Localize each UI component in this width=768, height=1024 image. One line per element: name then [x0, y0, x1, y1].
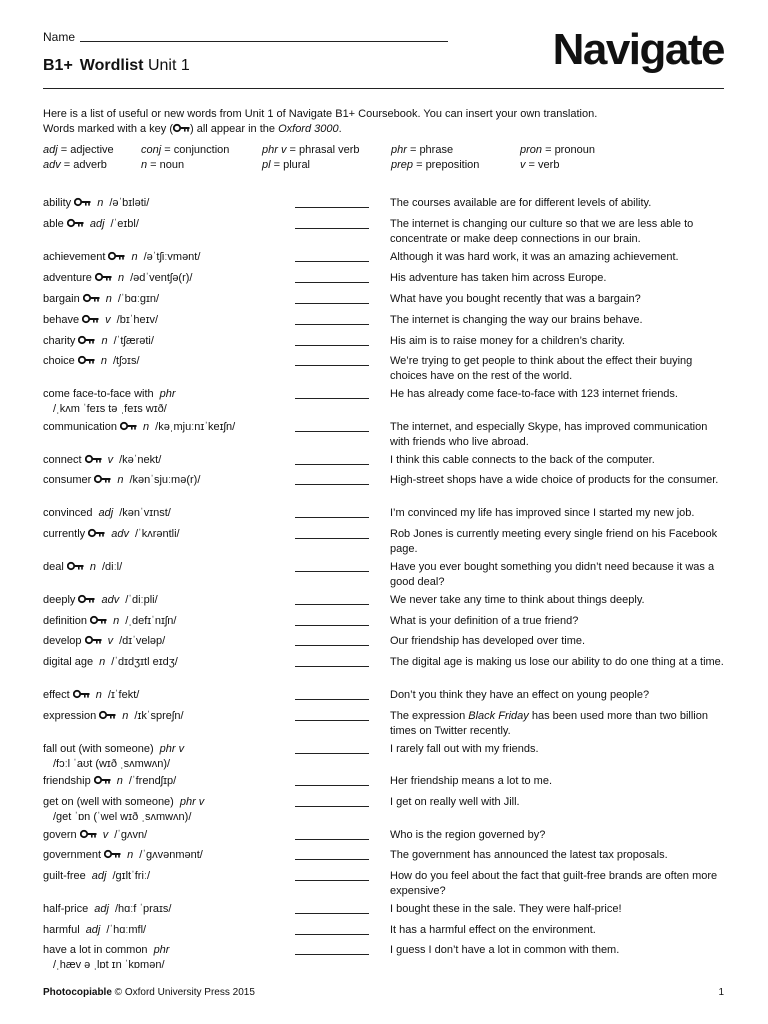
part-of-speech: n: [127, 849, 134, 861]
example-sentence: [390, 709, 724, 739]
pronunciation: /ˈbɑːɡɪn/: [117, 293, 160, 305]
page-number: 1: [718, 987, 724, 998]
translation-blank[interactable]: [295, 365, 369, 366]
part-of-speech: n: [122, 710, 129, 722]
example-sentence: The courses available are for different levels of ability.: [390, 197, 652, 209]
part-of-speech: n: [100, 355, 107, 367]
intro-text: [43, 107, 723, 137]
key-icon: [108, 251, 125, 261]
headword: convinced: [43, 507, 93, 519]
part-of-speech: adj: [85, 924, 101, 936]
pronunciation: /ˈtʃærəti/: [113, 335, 154, 347]
key-icon: [67, 218, 84, 228]
level-label: B1+: [43, 57, 73, 74]
abbreviation-row: [43, 143, 723, 158]
example-sentence: The internet, and especially Skype, has improved communication with friends who live abroad.: [390, 421, 708, 448]
headword-cell: [43, 420, 288, 435]
headword-cell: [43, 902, 288, 917]
headword: get on (well with someone): [43, 796, 174, 808]
example-sentence: Although it was hard work, it was an amazing achievement.: [390, 251, 679, 263]
pronunciation: /kənˈsjuːmə(r)/: [129, 474, 201, 486]
pronunciation: /ɡɪltˈfriː/: [112, 870, 151, 882]
headword-cell: [43, 313, 288, 328]
translation-blank[interactable]: [295, 517, 369, 518]
translation-blank[interactable]: [295, 324, 369, 325]
example-sentence: Have you ever bought something you didn’t need because it was a good deal?: [390, 561, 715, 588]
abbreviation-item: [391, 143, 453, 158]
headword: charity: [43, 335, 76, 347]
pronunciation: /dɪˈveləp/: [119, 635, 166, 647]
pronunciation: /ˌkʌm ˈfeɪs tə ˌfeɪs wɪð/: [53, 403, 167, 415]
key-icon: [74, 197, 91, 207]
headword-cell: [43, 795, 288, 825]
part-of-speech: adj: [91, 870, 107, 882]
headword-cell: [43, 217, 288, 232]
abbreviation-code: conj: [141, 144, 162, 156]
headword: effect: [43, 689, 70, 701]
abbreviation-item: [520, 143, 595, 158]
headword-cell: [43, 655, 288, 670]
part-of-speech: v: [107, 635, 114, 647]
part-of-speech: adj: [89, 218, 105, 230]
headword: digital age: [43, 656, 94, 668]
headword: connect: [43, 454, 82, 466]
translation-blank[interactable]: [295, 484, 369, 485]
headword: have a lot in common: [43, 944, 148, 956]
translation-blank[interactable]: [295, 720, 369, 721]
abbreviation-code: n: [141, 159, 148, 171]
pronunciation: /ˈhɑːmfl/: [106, 924, 147, 936]
headword: develop: [43, 635, 82, 647]
abbreviation-item: [262, 158, 310, 173]
example-sentence: Who is the region governed by?: [390, 829, 546, 841]
headword-cell: [43, 828, 288, 843]
part-of-speech: n: [99, 656, 106, 668]
translation-blank[interactable]: [295, 398, 369, 399]
headword: achievement: [43, 251, 106, 263]
headword: behave: [43, 314, 80, 326]
headword-cell: [43, 196, 288, 211]
part-of-speech: n: [131, 251, 138, 263]
key-icon: [95, 272, 112, 282]
headword-cell: [43, 560, 288, 575]
part-of-speech: n: [95, 689, 102, 701]
example-sentence: I rarely fall out with my friends.: [390, 743, 539, 755]
part-of-speech: phr v: [179, 796, 205, 808]
headword-cell: [43, 506, 288, 521]
translation-blank[interactable]: [295, 880, 369, 881]
example-sentence: I get on really well with Jill.: [390, 796, 520, 808]
example-sentence: Her friendship means a lot to me.: [390, 775, 553, 787]
key-icon: [104, 849, 121, 859]
abbreviation-meaning: = plural: [270, 159, 311, 171]
abbreviation-code: phr v: [262, 144, 287, 156]
abbreviation-meaning: = conjunction: [161, 144, 230, 156]
abbreviation-meaning: = noun: [147, 159, 185, 171]
headword-cell: [43, 292, 288, 307]
wordlist-label: Wordlist: [79, 57, 144, 74]
pronunciation: /ˈkʌrəntli/: [135, 528, 180, 540]
key-icon: [120, 421, 137, 431]
translation-blank[interactable]: [295, 538, 369, 539]
translation-blank[interactable]: [295, 228, 369, 229]
headword: deeply: [43, 594, 76, 606]
headword-cell: [43, 250, 288, 265]
name-field-line[interactable]: [80, 41, 448, 42]
example-sentence: How do you feel about the fact that guilt-free brands are often more expensive?: [390, 870, 718, 897]
pronunciation: /fɔːl ˈaʊt (wɪð ˌsʌmwʌn)/: [53, 758, 171, 770]
example-sentence: Rob Jones is currently meeting every single friend on his Facebook page.: [390, 528, 718, 555]
headword: adventure: [43, 272, 92, 284]
part-of-speech: v: [102, 829, 109, 841]
pronunciation: /ˌdefɪˈnɪʃn/: [125, 615, 177, 627]
headword-cell: [43, 387, 288, 417]
translation-blank[interactable]: [295, 806, 369, 807]
abbreviation-meaning: = adverb: [60, 159, 107, 171]
headword: choice: [43, 355, 75, 367]
headword-cell: [43, 453, 288, 468]
pronunciation: /get ˈɒn (ˈwel wɪð ˌsʌmwʌn)/: [53, 811, 192, 823]
part-of-speech: v: [105, 314, 111, 326]
abbreviation-meaning: = phrase: [406, 144, 454, 156]
key-icon: [80, 829, 97, 839]
abbreviation-code: adj: [43, 144, 58, 156]
translation-blank[interactable]: [295, 431, 369, 432]
intro-line-2: [43, 122, 723, 137]
abbreviation-code: adv: [43, 159, 61, 171]
translation-blank[interactable]: [295, 934, 369, 935]
part-of-speech: phr: [159, 388, 176, 400]
abbreviation-code: v: [520, 159, 526, 171]
part-of-speech: adj: [94, 903, 109, 915]
part-of-speech: n: [113, 615, 120, 627]
part-of-speech: n: [143, 421, 150, 433]
key-icon: [83, 293, 100, 303]
abbreviation-meaning: = verb: [525, 159, 560, 171]
headword: consumer: [43, 474, 92, 486]
abbreviation-item: [391, 158, 479, 173]
abbreviation-code: phr: [391, 144, 407, 156]
pronunciation: /ˈfrendʃɪp/: [128, 775, 177, 787]
translation-blank[interactable]: [295, 282, 369, 283]
translation-blank[interactable]: [295, 345, 369, 346]
pronunciation: /kəˌmjuːnɪˈkeɪʃn/: [155, 421, 236, 433]
headword: come face-to-face with: [43, 388, 154, 400]
headword: deal: [43, 561, 64, 573]
part-of-speech: adj: [98, 507, 114, 519]
copyright-text: © Oxford University Press 2015: [111, 987, 255, 998]
key-icon: [78, 335, 95, 345]
headword-cell: [43, 334, 288, 349]
example-sentence: The internet is changing the way our brains behave.: [390, 314, 643, 326]
example-sentence: It has a harmful effect on the environment.: [390, 924, 596, 936]
abbreviation-item: [141, 158, 184, 173]
headword: govern: [43, 829, 77, 841]
abbreviation-code: pl: [262, 159, 271, 171]
abbreviation-item: [141, 143, 229, 158]
part-of-speech: n: [101, 335, 108, 347]
abbreviation-item: [43, 158, 107, 173]
translation-blank[interactable]: [295, 207, 369, 208]
key-icon: [85, 635, 102, 645]
example-part: has been used more than two billion times on Twitter recently.: [390, 710, 708, 737]
pronunciation: /bɪˈheɪv/: [116, 314, 159, 326]
translation-blank[interactable]: [295, 625, 369, 626]
example-sentence: The digital age is making us lose our ability to do one thing at a time.: [390, 656, 724, 668]
example-sentence: The internet is changing our culture so that we are less able to concentrate or make deep connections in our brain.: [390, 218, 694, 245]
headword-cell: [43, 848, 288, 863]
pronunciation: /ˈdiːpli/: [125, 594, 158, 606]
key-icon: [82, 314, 99, 324]
pronunciation: /əˈtʃiːvmənt/: [143, 251, 201, 263]
example-sentence: What have you bought recently that was a bargain?: [390, 293, 641, 305]
headword: half-price: [43, 903, 89, 915]
example-sentence: The government has announced the latest tax proposals.: [390, 849, 668, 861]
abbreviation-code: prep: [391, 159, 414, 171]
abbreviation-meaning: = pronoun: [542, 144, 595, 156]
headword: bargain: [43, 293, 80, 305]
pronunciation: /ˈdɪdʒɪtl eɪdʒ/: [111, 656, 178, 668]
key-icon: [94, 474, 111, 484]
headword: able: [43, 218, 64, 230]
key-icon: [67, 561, 84, 571]
example-sentence: We’re trying to get people to think about the effect their buying choices have on the rest of the world.: [390, 355, 693, 382]
translation-blank[interactable]: [295, 645, 369, 646]
example-sentence: He has already come face-to-face with 123 internet friends.: [390, 388, 678, 400]
headword: government: [43, 849, 102, 861]
pronunciation: /hɑːf ˈpraɪs/: [114, 903, 172, 915]
pronunciation: /diːl/: [101, 561, 123, 573]
example-sentence: I think this cable connects to the back of the computer.: [390, 454, 655, 466]
translation-blank[interactable]: [295, 785, 369, 786]
abbreviation-item: [262, 143, 360, 158]
headword-cell: [43, 634, 288, 649]
translation-blank[interactable]: [295, 913, 369, 914]
pronunciation: /ɪkˈspreʃn/: [134, 710, 184, 722]
part-of-speech: phr v: [159, 743, 185, 755]
abbreviation-item: [43, 143, 114, 158]
translation-blank[interactable]: [295, 604, 369, 605]
key-icon: [173, 123, 190, 133]
headword-cell: [43, 923, 288, 938]
part-of-speech: adv: [111, 528, 129, 540]
example-sentence: His adventure has taken him across Europe.: [390, 272, 607, 284]
headword-cell: [43, 869, 288, 884]
key-icon: [94, 775, 111, 785]
example-sentence: I’m convinced my life has improved since I started my new job.: [390, 507, 695, 519]
name-label: Name: [43, 30, 76, 44]
translation-blank[interactable]: [295, 261, 369, 262]
part-of-speech: n: [117, 474, 124, 486]
translation-blank[interactable]: [295, 464, 369, 465]
pronunciation: /ˈɡʌvn/: [114, 829, 148, 841]
key-icon: [90, 615, 107, 625]
headword-cell: [43, 688, 288, 703]
pronunciation: /ˌhæv ə ˌlɒt ɪn ˈkɒmən/: [53, 959, 165, 971]
headword: definition: [43, 615, 88, 627]
headword-cell: [43, 271, 288, 286]
key-icon: [85, 454, 102, 464]
pronunciation: /kənˈvɪnst/: [119, 507, 171, 519]
headword-cell: [43, 943, 288, 973]
pronunciation: /ədˈventʃə(r)/: [130, 272, 193, 284]
translation-blank[interactable]: [295, 859, 369, 860]
headword-cell: [43, 354, 288, 369]
example-sentence: I guess I don’t have a lot in common with them.: [390, 944, 620, 956]
headword-cell: [43, 709, 288, 724]
footer: [43, 987, 724, 998]
key-icon: [99, 710, 116, 720]
headword: ability: [43, 197, 72, 209]
headword-cell: [43, 527, 288, 542]
intro-line-1: Here is a list of useful or new words from Unit 1 of Navigate B1+ Coursebook. You can insert your own translation.: [43, 108, 598, 120]
part-of-speech: n: [116, 775, 123, 787]
part-of-speech: v: [107, 454, 114, 466]
pronunciation: /kəˈnekt/: [119, 454, 162, 466]
part-of-speech: n: [97, 197, 104, 209]
photocopiable-label: Photocopiable: [43, 987, 112, 998]
headword-cell: [43, 774, 288, 789]
unit-label: Unit 1: [147, 57, 190, 74]
headword: fall out (with someone): [43, 743, 154, 755]
pronunciation: /ɪˈfekt/: [107, 689, 140, 701]
example-italic: Black Friday: [468, 710, 529, 722]
headword: communication: [43, 421, 117, 433]
page-title: [43, 57, 190, 75]
part-of-speech: phr: [153, 944, 170, 956]
abbreviation-meaning: = preposition: [413, 159, 480, 171]
part-of-speech: adv: [101, 594, 120, 606]
headword-cell: [43, 614, 288, 629]
headword: expression: [43, 710, 97, 722]
example-sentence: Our friendship has developed over time.: [390, 635, 586, 647]
headword-cell: [43, 593, 288, 608]
intro-text-part: .: [338, 123, 342, 135]
example-sentence: His aim is to raise money for a children’s charity.: [390, 335, 625, 347]
intro-text-part: ) all appear in the: [190, 123, 279, 135]
intro-text-part: Words marked with a key (: [43, 123, 174, 135]
key-icon: [73, 689, 90, 699]
key-icon: [88, 528, 105, 538]
example-sentence: High-street shops have a wide choice of products for the consumer.: [390, 474, 719, 486]
translation-blank[interactable]: [295, 303, 369, 304]
example-part: The expression: [390, 710, 469, 722]
abbreviation-code: pron: [520, 144, 543, 156]
abbreviation-meaning: = phrasal verb: [286, 144, 360, 156]
headword: friendship: [43, 775, 91, 787]
pronunciation: /tʃɔɪs/: [112, 355, 140, 367]
part-of-speech: n: [118, 272, 125, 284]
abbreviation-item: [520, 158, 559, 173]
headword: guilt-free: [43, 870, 86, 882]
header-divider: [43, 88, 724, 89]
abbreviation-key: [43, 143, 723, 173]
headword: currently: [43, 528, 86, 540]
translation-blank[interactable]: [295, 699, 369, 700]
pronunciation: /ˈɡʌvənmənt/: [139, 849, 203, 861]
brand-logo: Navigate: [552, 25, 724, 74]
key-icon: [78, 594, 95, 604]
pronunciation: /əˈbɪləti/: [109, 197, 150, 209]
headword-cell: [43, 473, 288, 488]
example-sentence: I bought these in the sale. They were half-price!: [390, 903, 622, 915]
abbreviation-row: [43, 158, 723, 173]
part-of-speech: n: [105, 293, 112, 305]
example-sentence: What is your definition of a true friend?: [390, 615, 579, 627]
headword: harmful: [43, 924, 80, 936]
example-sentence: We never take any time to think about things deeply.: [390, 594, 645, 606]
translation-blank[interactable]: [295, 954, 369, 955]
translation-blank[interactable]: [295, 753, 369, 754]
example-sentence: Don’t you think they have an effect on young people?: [390, 689, 650, 701]
translation-blank[interactable]: [295, 839, 369, 840]
key-icon: [78, 355, 95, 365]
pronunciation: /ˈeɪbl/: [110, 218, 139, 230]
oxford-3000-label: Oxford 3000: [278, 123, 339, 135]
translation-blank[interactable]: [295, 571, 369, 572]
part-of-speech: n: [89, 561, 96, 573]
headword-cell: [43, 742, 288, 772]
abbreviation-meaning: = adjective: [57, 144, 114, 156]
translation-blank[interactable]: [295, 666, 369, 667]
